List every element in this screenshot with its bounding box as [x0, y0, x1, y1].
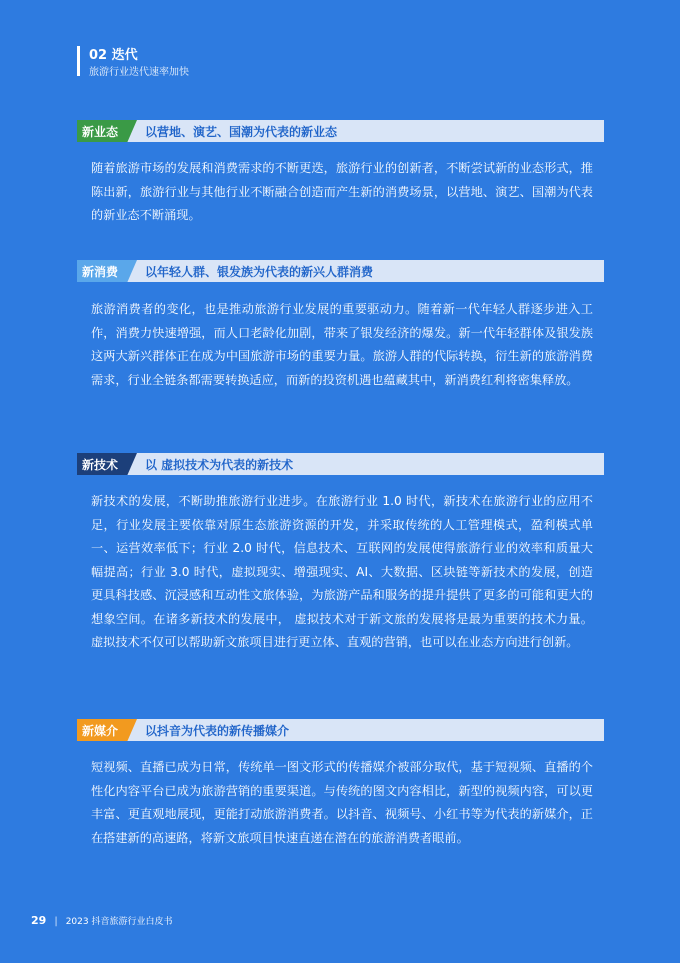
- section-title: 以营地、演艺、国潮为代表的新业态: [145, 125, 338, 139]
- section-bar-new-technology: [77, 453, 604, 475]
- section-title: 以抖音为代表的新传播媒介: [145, 724, 290, 738]
- section-paragraph: 旅游消费者的变化，也是推动旅游行业发展的重要驱动力。随着新一代年轻人群逐步进入工作，消费力快速增强，而人口老龄化加剧，带来了银发经济的爆发。新一代年轻群体及银发族这两大新兴群体正在成为中国旅游市场的重要力量。旅游人群的代际转换，衍生新的旅游消费需求，行业全链条都需要转换适应，而新的投资机遇也蕴藏其中，新消费红利将密集释放。: [91, 302, 593, 387]
- section-tag: 新业态: [82, 125, 119, 139]
- footer-separator: |: [54, 916, 58, 927]
- section-bar-new-consumption: [77, 260, 604, 282]
- section-paragraph: 新技术的发展，不断助推旅游行业进步。在旅游行业 1.0 时代，新技术在旅游行业的应用不足，行业发展主要依靠对原生态旅游资源的开发，并采取传统的人工管理模式，盈利模式单一、运营效率低下；行业 2.0 时代，信息技术、互联网的发展使得旅游行业的效率和质量大幅提高；行业 3.0 时代，虚拟现实、增强现实、AI、大数据、区块链等新技术的发展，创造更具科技感、沉浸感和互动性文旅体验，为旅游产品和服务的提升提供了更多的可能和更大的想象空间。在诸多新技术的发展中， 虚拟技术对于新文旅的发展将是最为重要的技术力量。虚拟技术不仅可以帮助新文旅项目进行更立体、直观的营销，也可以在业态方向进行创新。: [91, 494, 593, 649]
- chapter-subtitle: 旅游行业迭代速率加快: [89, 67, 189, 78]
- section-title: 以年轻人群、银发族为代表的新兴人群消费: [145, 265, 374, 279]
- header-accent-bar: [77, 46, 80, 76]
- page-footer: [31, 914, 172, 927]
- section-tag: 新消费: [82, 265, 119, 279]
- section-paragraph: 随着旅游市场的发展和消费需求的不断更迭，旅游行业的创新者，不断尝试新的业态形式，推陈出新，旅游行业与其他行业不断融合创造而产生新的消费场景，以营地、演艺、国潮为代表的新业态不断涌现。: [91, 161, 593, 222]
- section-bar-new-media: [77, 719, 604, 741]
- document-title: 2023 抖音旅游行业白皮书: [65, 917, 173, 927]
- section-tag: 新技术: [82, 458, 119, 472]
- chapter-title: 02 迭代: [89, 48, 138, 63]
- section-paragraph: 短视频、直播已成为日常，传统单一图文形式的传播媒介被部分取代，基于短视频、直播的个性化内容平台已成为旅游营销的重要渠道。与传统的图文内容相比，新型的视频内容，可以更丰富、更直观地展现，更能打动旅游消费者。以抖音、视频号、小红书等为代表的新媒介，正在搭建新的高速路，将新文旅项目快速直递在潜在的旅游消费者眼前。: [91, 760, 593, 845]
- page-number: 29: [31, 914, 47, 927]
- section-tag: 新媒介: [82, 724, 119, 738]
- section-title: 以 虚拟技术为代表的新技术: [145, 458, 294, 472]
- section-bar-new-format: [77, 120, 604, 142]
